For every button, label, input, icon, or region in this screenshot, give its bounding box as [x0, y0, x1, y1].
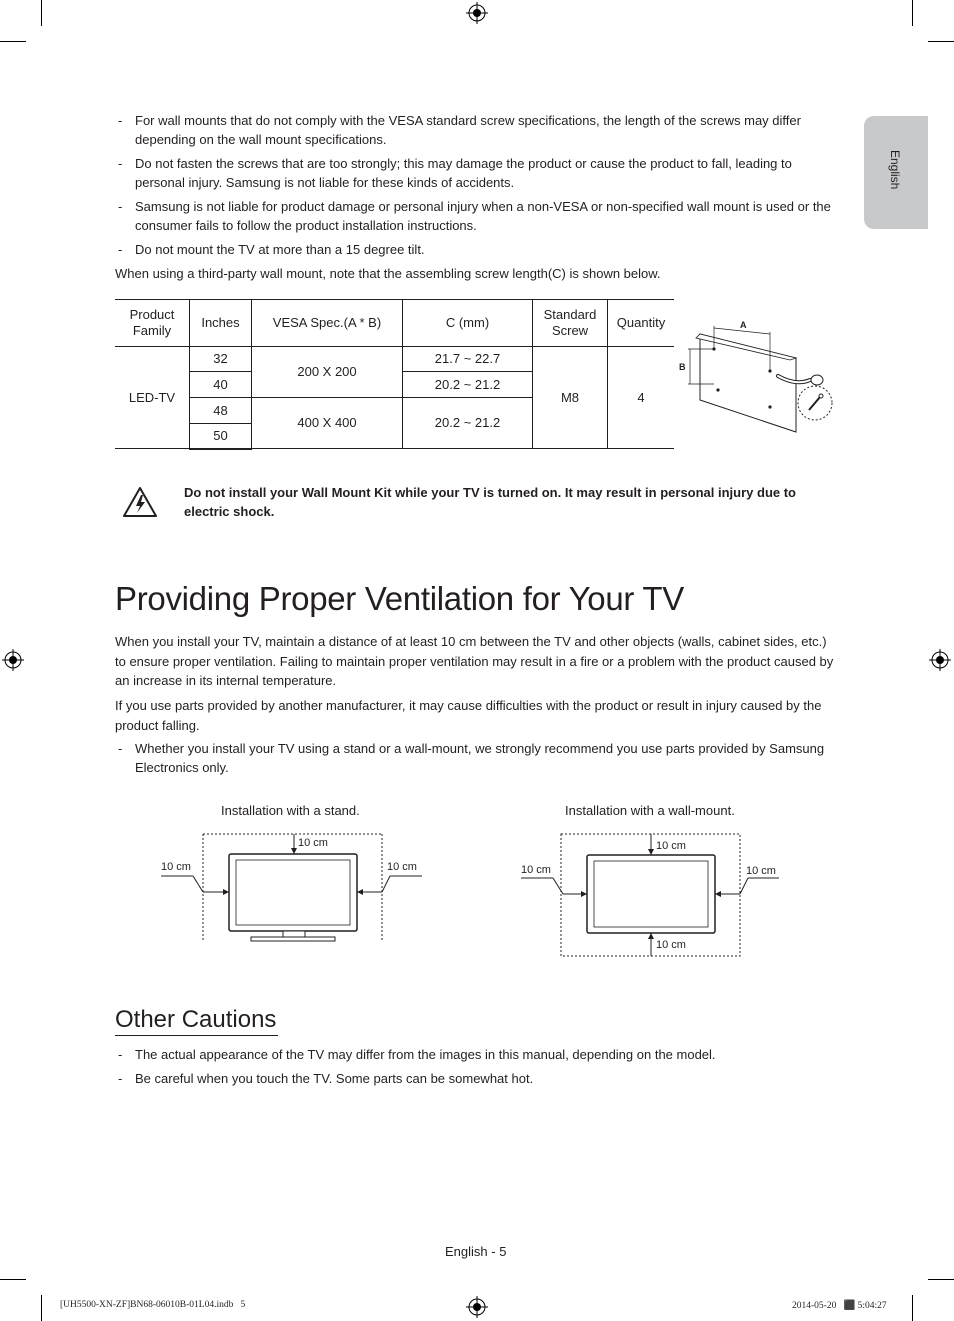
registration-mark-icon — [929, 649, 951, 671]
distance-label: 10 cm — [656, 840, 686, 852]
ventilation-notes — [115, 739, 835, 782]
table-cell: 4 — [608, 347, 675, 449]
table-cell: 20.2 ~ 21.2 — [403, 372, 533, 398]
list-item: - For wall mounts that do not comply with the VESA standard screw specifications, the length of the screws may differ depending on the wall mount specifications. — [115, 111, 835, 149]
table-cell: 400 X 400 — [252, 398, 403, 449]
language-tab — [864, 116, 928, 229]
list-item: - Be careful when you touch the TV. Some parts can be somewhat hot. — [115, 1069, 835, 1088]
crop-mark — [0, 1279, 26, 1280]
screw-spec-table — [115, 299, 674, 450]
crop-mark — [912, 0, 913, 26]
wall-installation-diagram — [515, 828, 785, 960]
distance-label: 10 cm — [521, 864, 551, 876]
other-cautions-list — [115, 1045, 835, 1093]
ventilation-paragraph: When you install your TV, maintain a distance of at least 10 cm between the TV and other objects (walls, cabinet sides, etc.) to ensure proper ventilation. Failing to maintain proper ventilation may result in a fire or a problem with the product caused by an increase in its internal temperature. — [115, 634, 834, 688]
wall-mount-notes — [115, 111, 835, 264]
list-item: - Do not fasten the screws that are too strongly; this may damage the product or cause the product to fall, leading to personal injury. Samsung is not liable for these kinds of accidents. — [115, 154, 835, 192]
electric-shock-warning-icon — [122, 486, 158, 518]
table-cell: 200 X 200 — [252, 347, 403, 398]
page-number: English - 5 — [445, 1244, 507, 1259]
crop-mark — [41, 1295, 42, 1321]
table-cell: 48 — [190, 398, 252, 424]
table-cell: 20.2 ~ 21.2 — [403, 398, 533, 449]
language-tab-label: English — [888, 150, 902, 190]
list-item: - Samsung is not liable for product damage or personal injury when a non-VESA or non-specified wall mount is used or the consumer fails to follow the product installation instructions. — [115, 197, 835, 235]
table-header: VESA Spec.(A * B) — [252, 300, 403, 347]
crop-mark — [928, 41, 954, 42]
list-item: - Do not mount the TV at more than a 15 degree tilt. — [115, 240, 835, 259]
print-file-info: [UH5500-XN-ZF]BN68-06010B-01L04.indb 5 — [60, 1300, 246, 1310]
screw-note: When using a third-party wall mount, note that the assembling screw length(C) is shown below. — [115, 266, 661, 281]
list-item: - The actual appearance of the TV may differ from the images in this manual, depending on the model. — [115, 1045, 835, 1064]
table-cell: 32 — [190, 347, 252, 372]
table-cell: 21.7 ~ 22.7 — [403, 347, 533, 372]
crop-mark — [41, 0, 42, 26]
distance-label: 10 cm — [746, 865, 776, 877]
table-header: C (mm) — [403, 300, 533, 347]
print-timestamp: 2014-05-20 ⬛ 5:04:27 — [792, 1301, 887, 1311]
table-cell: 40 — [190, 372, 252, 398]
wall-caption: Installation with a wall-mount. — [565, 803, 735, 818]
table-header: Product Family — [115, 300, 190, 347]
table-header: Quantity — [608, 300, 675, 347]
distance-label: 10 cm — [387, 861, 417, 873]
table-cell: M8 — [533, 347, 608, 449]
stand-caption: Installation with a stand. — [221, 803, 360, 818]
wall-mount-warning: Do not install your Wall Mount Kit while your TV is turned on. It may result in personal injury due to electric shock. — [184, 485, 797, 519]
table-cell: LED-TV — [115, 347, 190, 449]
crop-mark — [912, 1295, 913, 1321]
section-title: Providing Proper Ventilation for Your TV — [115, 580, 684, 617]
registration-mark-icon — [2, 649, 24, 671]
dimension-b-label: B — [679, 362, 686, 372]
registration-mark-icon — [466, 2, 488, 24]
ventilation-paragraph: If you use parts provided by another manufacturer, it may cause difficulties with the product or result in injury caused by the product falling. — [115, 698, 822, 733]
crop-mark — [0, 41, 26, 42]
stand-installation-diagram — [155, 826, 435, 948]
dimension-a-label: A — [740, 320, 747, 330]
crop-mark — [928, 1279, 954, 1280]
subsection-title: Other Cautions — [115, 1006, 278, 1036]
distance-label: 10 cm — [656, 939, 686, 951]
distance-label: 10 cm — [298, 837, 328, 849]
table-header: Inches — [190, 300, 252, 347]
list-item: - Whether you install your TV using a stand or a wall-mount, we strongly recommend you use parts provided by Samsung Electronics only. — [115, 739, 835, 777]
tv-back-diagram — [678, 314, 838, 434]
distance-label: 10 cm — [161, 861, 191, 873]
table-cell: 50 — [190, 424, 252, 449]
registration-mark-icon — [466, 1296, 488, 1318]
table-header: Standard Screw — [533, 300, 608, 347]
